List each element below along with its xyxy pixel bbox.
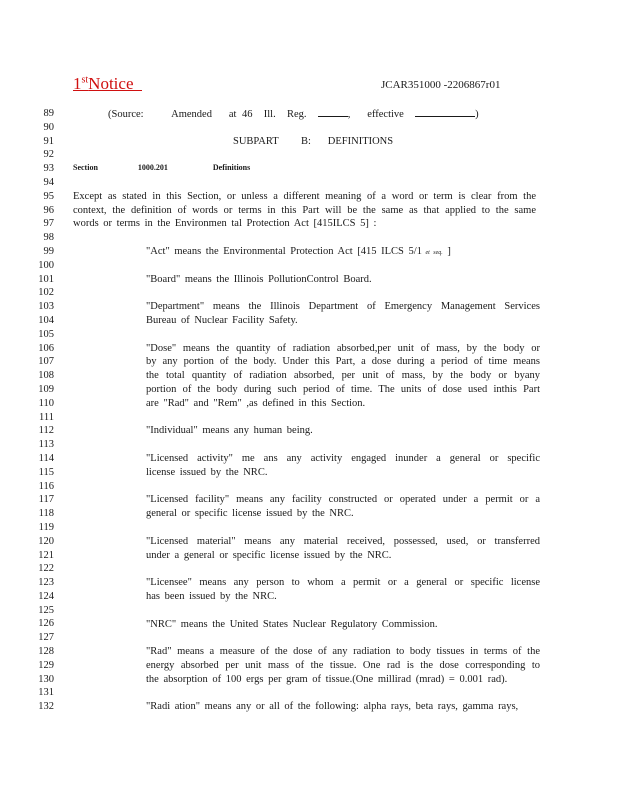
line-number: 115 bbox=[38, 466, 54, 478]
definition-line bbox=[146, 300, 540, 314]
line-number: 109 bbox=[38, 383, 54, 395]
line-number: 114 bbox=[38, 452, 54, 464]
source-text: Amended at 46 Ill. Reg. bbox=[171, 109, 307, 120]
notice-title bbox=[73, 74, 142, 94]
effective-blank bbox=[415, 107, 475, 117]
source-effective: effective bbox=[367, 109, 404, 120]
line-number: 104 bbox=[38, 314, 54, 326]
line-number: 98 bbox=[43, 232, 54, 244]
definition-text: are "Rad" and "Rem" ,as defined in this Section. bbox=[146, 397, 366, 409]
definition-text: under a general or specific license issued by the NRC. bbox=[146, 549, 392, 561]
section-heading bbox=[73, 163, 250, 173]
line-number: 125 bbox=[38, 604, 54, 616]
line-number: 99 bbox=[43, 245, 54, 257]
definition-line bbox=[146, 355, 540, 369]
line-number: 129 bbox=[38, 659, 54, 671]
line-number: 97 bbox=[43, 218, 54, 230]
line-number: 119 bbox=[38, 521, 54, 533]
definition-line bbox=[146, 493, 540, 507]
definition-line bbox=[146, 673, 540, 687]
intro-line: Except as stated in this Section, or unless a different meaning of a word or term is clear from the bbox=[73, 190, 536, 202]
definition-text: "Act" means the Environmental Protection Act [415 ILCS 5/1 bbox=[146, 246, 422, 257]
definition-line bbox=[146, 507, 540, 521]
definition-text: "Department" means the Illinois Department of Emergency Management Services bbox=[146, 301, 540, 313]
line-number: 121 bbox=[38, 549, 54, 561]
section-title: Definitions bbox=[212, 163, 251, 172]
line-number: 131 bbox=[38, 687, 54, 699]
line-number: 117 bbox=[38, 494, 54, 506]
definition-tail: ] bbox=[442, 246, 451, 257]
line-number: 95 bbox=[43, 190, 54, 202]
source-label: (Source: bbox=[108, 109, 144, 120]
source-close: ) bbox=[475, 109, 479, 120]
line-number: 123 bbox=[38, 577, 54, 589]
definition-text: the absorption of 100 ergs per gram of tissue.(One millirad (mrad) = 0.001 rad). bbox=[146, 673, 508, 685]
line-numbers bbox=[30, 107, 54, 714]
line-number: 127 bbox=[38, 632, 54, 644]
definition-line bbox=[146, 452, 540, 466]
line-number: 108 bbox=[38, 370, 54, 382]
definition-text: general or specific license issued by the NRC. bbox=[146, 508, 354, 520]
definition-line bbox=[146, 466, 540, 480]
line-number: 112 bbox=[38, 425, 54, 437]
definition-line bbox=[146, 273, 540, 287]
et-seq-italic: et seq. bbox=[421, 250, 443, 256]
line-number: 107 bbox=[38, 356, 54, 368]
definition-text: "Radi ation" means any or all of the following: alpha rays, beta rays, gamma rays, bbox=[146, 701, 519, 713]
definition-text: "Board" means the Illinois PollutionControl Board. bbox=[146, 273, 372, 285]
line-number: 126 bbox=[38, 618, 54, 630]
definition-line bbox=[146, 645, 540, 659]
definition-text: "Rad" means a measure of the dose of any radiation to body tissues in terms of the bbox=[146, 646, 540, 658]
line-number: 92 bbox=[43, 149, 54, 161]
definition-line bbox=[146, 576, 540, 590]
line-number: 102 bbox=[38, 287, 54, 299]
line-number: 94 bbox=[43, 176, 54, 188]
definition-line bbox=[146, 659, 540, 673]
line-number: 90 bbox=[43, 121, 54, 133]
definition-line bbox=[146, 535, 540, 549]
line-number: 106 bbox=[38, 342, 54, 354]
definition-text: the total quantity of radiation absorbed, per unit of mass, by the body or byany bbox=[146, 370, 540, 382]
definition-text: "Licensed facility" means any facility constructed or operated under a permit or a bbox=[146, 494, 540, 506]
section-number: 1000.201 bbox=[137, 163, 168, 172]
definition-line bbox=[146, 369, 540, 383]
source-line: (Source: Amended at 46 Ill. Reg. , effective ) bbox=[108, 109, 479, 120]
definition-text: energy absorbed per unit mass of the tissue. One rad is the dose corresponding to bbox=[146, 660, 540, 671]
line-number: 100 bbox=[38, 259, 54, 271]
definition-text: "Dose" means the quantity of radiation absorbed,per unit of mass, by the body or bbox=[146, 342, 540, 354]
line-number: 130 bbox=[38, 673, 54, 685]
definition-line bbox=[146, 342, 540, 356]
section-label: Section bbox=[73, 163, 98, 172]
line-number: 132 bbox=[38, 701, 54, 713]
reg-blank bbox=[318, 107, 348, 117]
line-number: 105 bbox=[38, 328, 54, 340]
definition-line bbox=[146, 549, 540, 563]
line-number: 113 bbox=[38, 439, 54, 451]
definition-line bbox=[146, 700, 540, 714]
definition-line bbox=[146, 397, 540, 411]
definition-text: by any portion of the body. Under this Part, a dose during a period of time means bbox=[146, 356, 540, 368]
definition-line bbox=[146, 383, 540, 397]
line-number: 120 bbox=[38, 535, 54, 547]
definition-text: portion of the body during such period of time. The units of dose used inthis Part bbox=[146, 384, 540, 395]
notice-word: Notice bbox=[88, 74, 134, 93]
definition-text: license issued by the NRC. bbox=[146, 466, 268, 478]
line-number: 103 bbox=[38, 301, 54, 313]
line-number: 128 bbox=[38, 646, 54, 658]
definition-line bbox=[146, 618, 540, 632]
definition-line bbox=[146, 424, 540, 438]
line-number: 91 bbox=[43, 135, 54, 147]
definition-text: "Licensee" means any person to whom a permit or a general or specific license bbox=[146, 577, 540, 589]
notice-prefix: 1 bbox=[73, 74, 82, 93]
line-number: 122 bbox=[38, 563, 54, 575]
line-number: 124 bbox=[38, 590, 54, 602]
definition-text: "Individual" means any human being. bbox=[146, 425, 313, 437]
line-number: 111 bbox=[39, 411, 54, 423]
jcar-code: JCAR351000 -2206867r01 bbox=[381, 79, 501, 91]
intro-line: context, the definition of words or terms in this Part will be the same as that applied to the same bbox=[73, 204, 536, 216]
definition-text: "Licensed material" means any material received, possessed, used, or transferred bbox=[146, 535, 540, 547]
line-number: 93 bbox=[43, 163, 54, 175]
definition-line bbox=[146, 314, 540, 328]
line-number: 118 bbox=[38, 508, 54, 520]
line-number: 96 bbox=[43, 204, 54, 216]
line-number: 116 bbox=[38, 480, 54, 492]
line-number: 101 bbox=[38, 273, 54, 285]
line-number: 110 bbox=[38, 397, 54, 409]
definition-text: "NRC" means the United States Nuclear Regulatory Commission. bbox=[146, 618, 438, 630]
definition-text: Bureau of Nuclear Facility Safety. bbox=[146, 315, 298, 326]
definition-text: "Licensed activity" me ans any activity engaged inunder a general or specific bbox=[146, 453, 540, 464]
definition-line bbox=[146, 245, 540, 261]
intro-line: words or terms in the Environmen tal Protection Act [415ILCS 5] : bbox=[73, 218, 377, 230]
line-number: 89 bbox=[43, 108, 54, 119]
definition-text: has been issued by the NRC. bbox=[146, 591, 277, 602]
notice-superscript: st bbox=[81, 74, 89, 86]
subpart-heading: SUBPART B: DEFINITIONS bbox=[233, 135, 394, 147]
definition-line bbox=[146, 590, 540, 604]
